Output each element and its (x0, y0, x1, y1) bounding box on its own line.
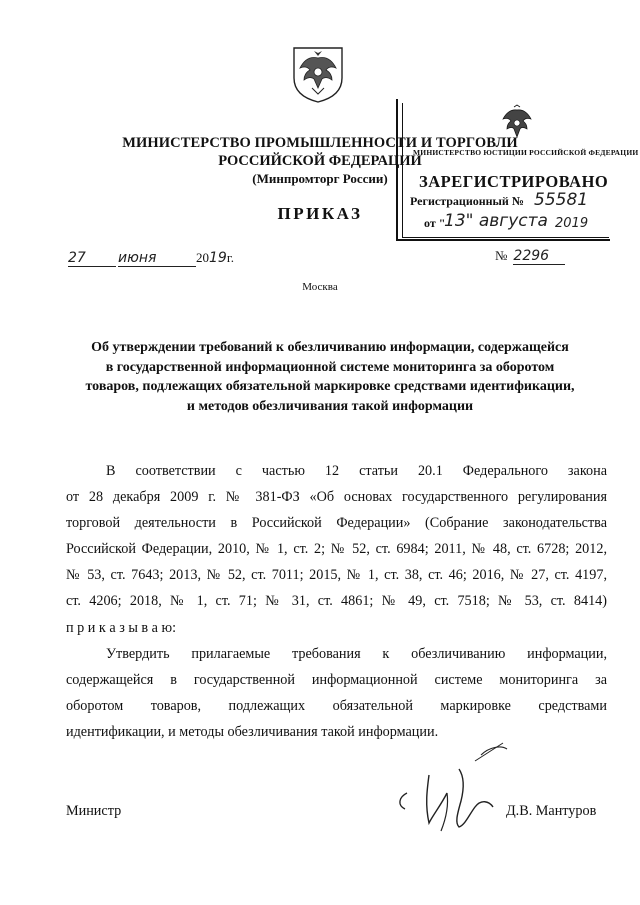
paragraph-line: Российской Федерации, 2010, № 1, ст. 2; № 52, ст. 6984; 2011, № 48, ст. 6728; 2012, (66, 541, 607, 558)
paragraph-line: В соответствии с частью 12 статьи 20.1 Федерального закона (106, 463, 607, 479)
order-title-line: товаров, подлежащих обязательной маркировке средствами идентификации, (85, 379, 575, 394)
order-date-year-suffix: 19 (209, 250, 227, 266)
order-date-suffix: г. (226, 250, 234, 265)
stamp-from-label: от " (424, 216, 446, 230)
paragraph-line: № 53, ст. 7643; 2013, № 52, ст. 7011; 2015, № 1, ст. 38, ст. 46; 2016, № 27, ст. 4197, (66, 567, 607, 584)
document-type: ПРИКАЗ (277, 204, 363, 223)
paragraph-line: ст. 4206; 2018, № 1, ст. 71; № 31, ст. 4861; № 49, ст. 7518; № 53, ст. 8414) (66, 593, 607, 610)
state-emblem-icon (290, 42, 346, 104)
order-date-year-prefix: 20 (196, 250, 209, 265)
order-date-month: июня (118, 250, 196, 267)
order-word: п р и к а з ы в а ю: (66, 619, 177, 636)
ministry-name-line2: РОССИЙСКОЙ ФЕДЕРАЦИИ (218, 153, 422, 169)
stamp-status: ЗАРЕГИСТРИРОВАНО (419, 172, 609, 191)
signatory-position: Министр (66, 803, 122, 819)
ministry-name-line1: МИНИСТЕРСТВО ПРОМЫШЛЕННОСТИ И ТОРГОВЛИ (122, 135, 518, 151)
paragraph-line: содержащейся в государственной информационной системе мониторинга за (66, 672, 607, 689)
signatory-name: Д.В. Мантуров (506, 803, 597, 819)
order-date (68, 250, 234, 267)
paragraph-line: торговой деятельности в Российской Федерации» (Собрание законодательства (66, 515, 607, 532)
order-title-line: в государственной информационной системе мониторинга за оборотом (105, 359, 555, 375)
operative-paragraph (66, 641, 607, 745)
paragraph-line: Утвердить прилагаемые требования к обезличиванию информации, (106, 646, 607, 662)
city: Москва (302, 281, 338, 293)
paragraph-line: оборотом товаров, подлежащих обязательной маркировке средствами (66, 698, 607, 715)
stamp-reg-number: 55581 (534, 190, 589, 210)
paragraph-line: от 28 декабря 2009 г. № 381-ФЗ «Об основах государственного регулирования (66, 489, 607, 506)
stamp-reg-label: Регистрационный № (410, 194, 524, 208)
order-title-line: и методов обезличивания такой информации (186, 398, 474, 414)
order-date-day: 27 (68, 250, 116, 267)
order-number-label: № (495, 248, 508, 263)
paragraph-line: идентификации, и методы обезличивания такой информации. (66, 724, 439, 741)
preamble-paragraph (66, 458, 607, 641)
ministry-short-name: (Минпромторг России) (252, 171, 388, 186)
handwritten-signature (385, 735, 515, 835)
order-number (495, 248, 565, 265)
stamp-reg-year: 2019 (555, 216, 589, 231)
order-number-value: 2296 (513, 248, 565, 265)
order-title (70, 338, 590, 416)
stamp-authority: МИНИСТЕРСТВО ЮСТИЦИИ РОССИЙСКОЙ ФЕДЕРАЦИИ (413, 148, 639, 157)
order-title-line: Об утверждении требований к обезличиванию информации, содержащейся (91, 340, 569, 355)
stamp-emblem-icon (497, 104, 537, 148)
stamp-reg-date: 13" августа (444, 211, 548, 231)
